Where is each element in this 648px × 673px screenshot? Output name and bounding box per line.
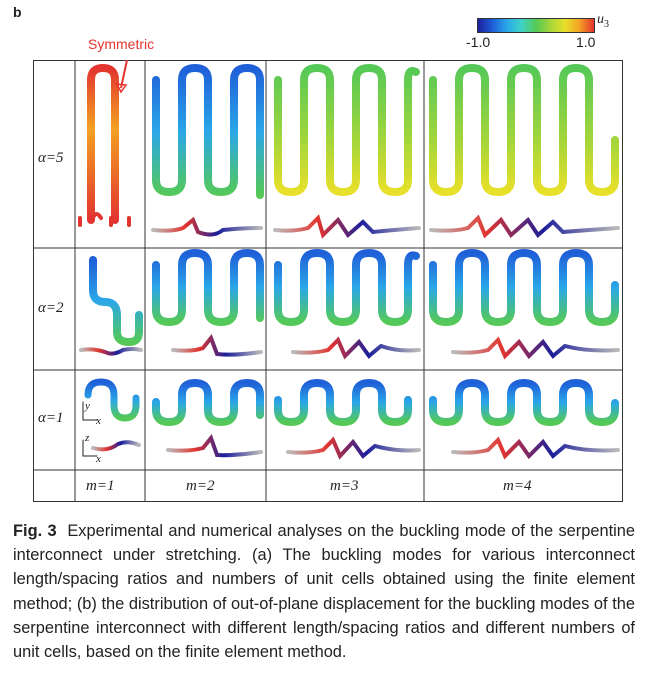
mode-a1-m1	[83, 382, 139, 456]
mode-a5-m2	[153, 68, 261, 235]
colorbar-max-label: 1.0	[576, 34, 596, 50]
figure-caption	[13, 519, 635, 664]
mode-a2-m2	[156, 253, 261, 355]
mode-a2-m1	[81, 260, 141, 354]
axis-label-x: x	[96, 415, 101, 427]
mode-a1-m3	[278, 383, 419, 456]
col-label-m4: m=4	[503, 478, 532, 494]
col-label-m3: m=3	[330, 478, 359, 494]
mode-a1-m2	[156, 383, 261, 455]
panel-label: b	[13, 4, 22, 20]
axis-label-z: z	[85, 432, 90, 444]
row-label-alpha-2: α=2	[38, 300, 64, 316]
colorbar-min-label: -1.0	[466, 34, 491, 50]
mode-a2-m3	[278, 253, 419, 356]
col-label-m2: m=2	[186, 478, 215, 494]
col-label-m1: m=1	[86, 478, 115, 494]
mode-a1-m4	[433, 383, 618, 456]
colorbar	[477, 18, 595, 33]
colorbar-variable: $u_3$	[597, 12, 609, 30]
mode-a5-m4	[431, 68, 618, 235]
row-label-alpha-1: α=1	[38, 410, 64, 426]
mode-a2-m4	[433, 253, 618, 356]
row-label-alpha-5: α=5	[38, 150, 64, 166]
axis-label-y: y	[85, 400, 90, 412]
axis-label-x2: x	[96, 453, 101, 465]
caption-text: Experimental and numerical analyses on the buckling mode of the serpentine interconnect under stretching. (a) The buckling modes for various interconnect length/spacing ratios and numbers of unit cells obtained using the finite element method; (b) the distribution of out-of-plane displacement for the buckling modes of the serpentine interconnect with different length/spacing ratios and different numbers of unit cells, based on the finite element method.	[13, 522, 635, 662]
symmetric-annotation: Symmetric	[88, 36, 155, 52]
figure-grid	[33, 60, 623, 502]
mode-a5-m3	[275, 68, 419, 235]
caption-fig-number: Fig. 3	[13, 522, 57, 540]
